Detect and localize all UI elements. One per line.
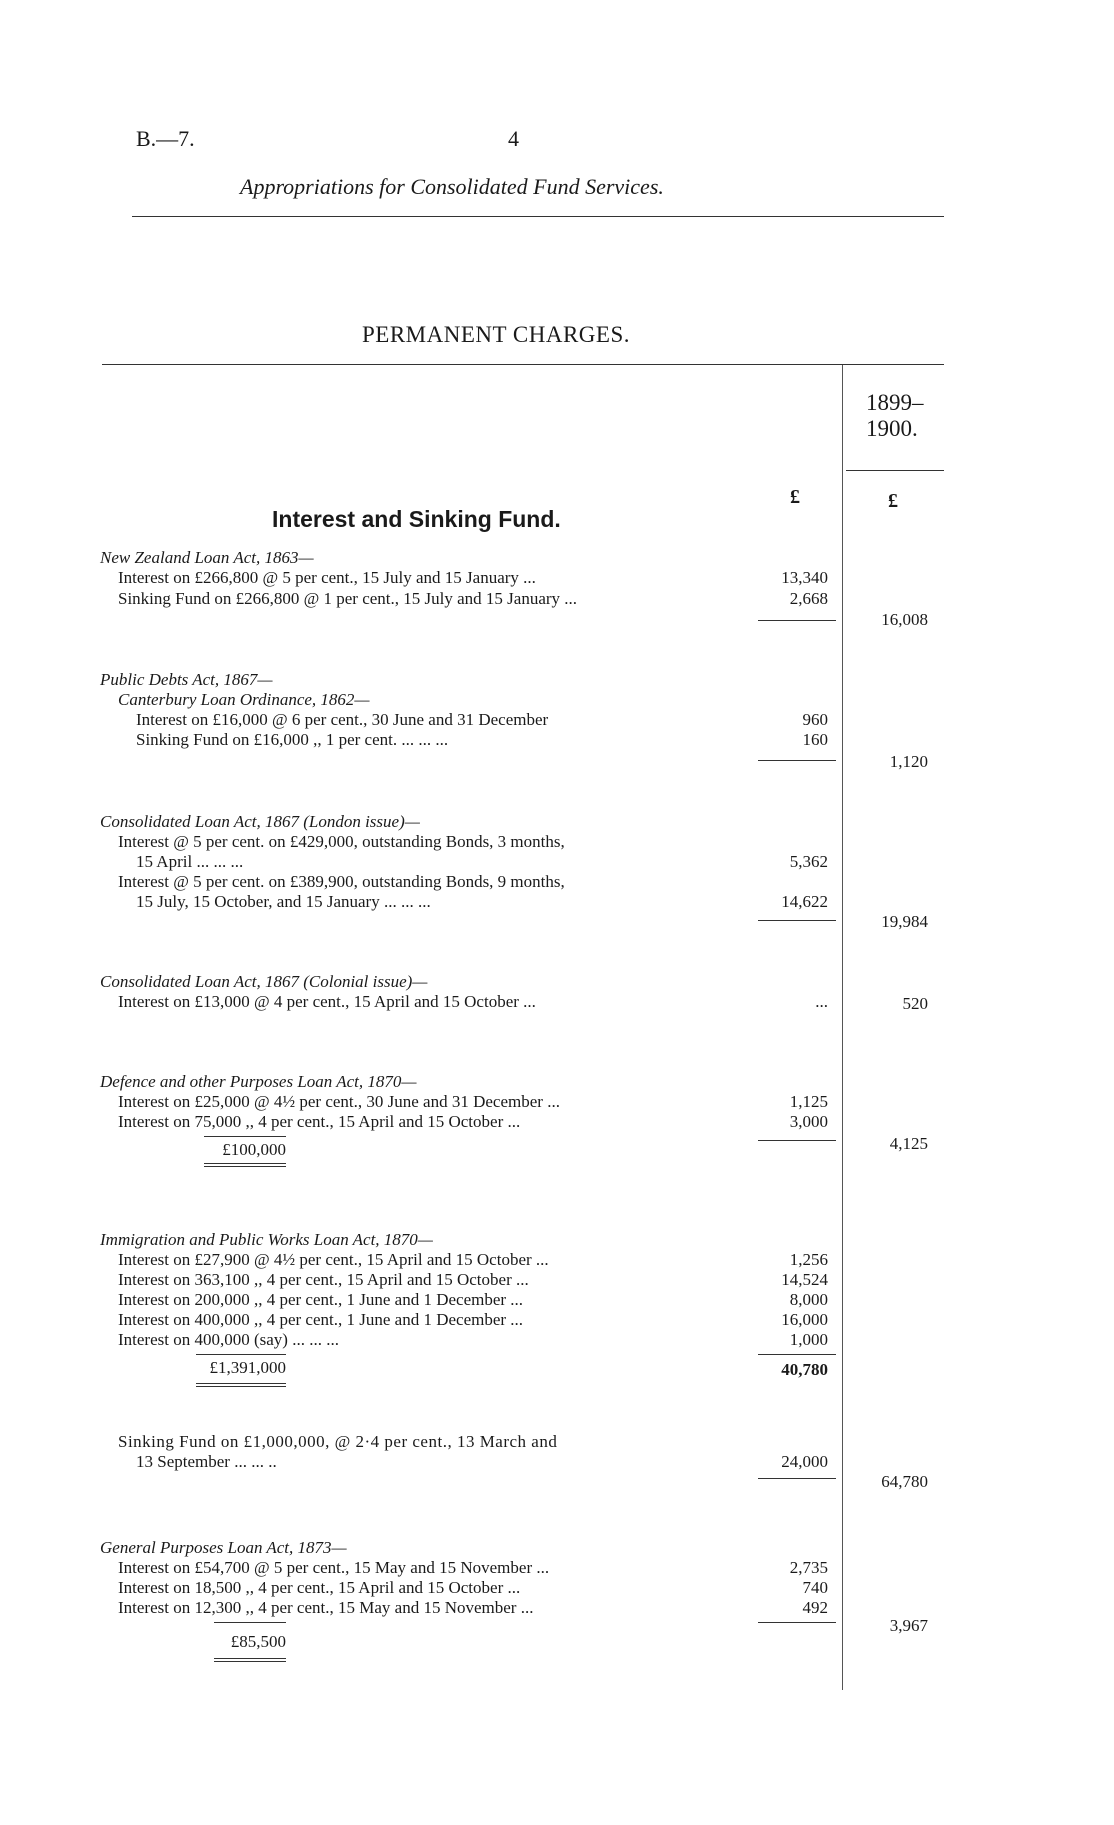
subtotal-rule: [758, 1622, 836, 1623]
line-item-text: Interest @ 5 per cent. on £389,900, outstanding Bonds, 9 months,: [118, 872, 565, 891]
subsection-title: Interest and Sinking Fund.: [272, 506, 561, 532]
line-item-amount: 492: [802, 1598, 828, 1617]
line-item-text: Interest on 12,300 ,, 4 per cent., 15 May and 15 November ...: [118, 1598, 534, 1617]
line-item-text: Interest on 400,000 (say) ... ... ...: [118, 1330, 339, 1349]
principal-total: £85,500: [230, 1632, 286, 1651]
group-total: 520: [902, 994, 928, 1013]
line-item-amount: 14,524: [781, 1270, 828, 1289]
currency-symbol-inner: £: [790, 486, 800, 508]
group-total: 3,967: [889, 1616, 928, 1635]
line-item-amount: 16,000: [781, 1310, 828, 1329]
subtotal-rule: [758, 920, 836, 921]
sinking-fund-text: Sinking Fund on £1,000,000, @ 2·4 per cent., 13 March and: [118, 1432, 558, 1451]
year-header-rule: [846, 470, 944, 471]
principal-total: £1,391,000: [209, 1358, 286, 1377]
subtotal-rule: [758, 1140, 836, 1141]
running-title: Appropriations for Consolidated Fund Services.: [240, 174, 664, 199]
line-item-amount: 740: [802, 1578, 828, 1597]
document-reference: B.—7.: [136, 126, 195, 151]
principal-rule: [214, 1622, 286, 1623]
subtotal-rule: [758, 1478, 836, 1479]
line-item-amount: 960: [802, 710, 828, 729]
line-item-text: 15 July, 15 October, and 15 January ... ... ...: [136, 892, 431, 911]
line-item-amount: 1,125: [789, 1092, 828, 1111]
header-rule: [132, 216, 944, 217]
sinking-fund-amount: 24,000: [781, 1452, 828, 1471]
line-item-amount: 14,622: [781, 892, 828, 911]
line-item-text: Sinking Fund on £16,000 ,, 1 per cent. ... ... ...: [136, 730, 449, 749]
principal-double-rule: [196, 1383, 286, 1387]
section-title: PERMANENT CHARGES.: [362, 322, 630, 347]
principal-double-rule: [204, 1163, 286, 1167]
line-item-text: Interest on £266,800 @ 5 per cent., 15 July and 15 January ...: [118, 568, 536, 587]
line-item-text: Interest on £13,000 @ 4 per cent., 15 April and 15 October ...: [118, 992, 536, 1011]
line-item-text: Sinking Fund on £266,800 @ 1 per cent., 15 July and 15 January ...: [118, 589, 578, 608]
line-item-text: Interest on 18,500 ,, 4 per cent., 15 April and 15 October ...: [118, 1578, 521, 1597]
line-item-text: Interest on 400,000 ,, 4 per cent., 1 June and 1 December ...: [118, 1310, 524, 1329]
year-column-header-line1: 1899–: [866, 390, 924, 415]
line-item-amount: ...: [815, 992, 828, 1011]
line-item-amount: 5,362: [789, 852, 828, 871]
column-divider: [842, 365, 843, 1690]
group-subtotal: 40,780: [781, 1360, 828, 1379]
group-subheading: Canterbury Loan Ordinance, 1862—: [118, 690, 370, 709]
group-total: 19,984: [881, 912, 928, 931]
line-item-text: 15 April ... ... ...: [136, 852, 244, 871]
group-total: 1,120: [889, 752, 928, 771]
line-item-amount: 1,000: [789, 1330, 828, 1349]
subtotal-rule: [758, 1354, 836, 1355]
sinking-fund-text: 13 September ... ... ..: [136, 1452, 277, 1471]
line-item-amount: 3,000: [789, 1112, 828, 1131]
group-heading: New Zealand Loan Act, 1863—: [100, 548, 314, 567]
section-rule: [102, 364, 944, 365]
group-heading: General Purposes Loan Act, 1873—: [100, 1538, 347, 1557]
line-item-text: Interest @ 5 per cent. on £429,000, outstanding Bonds, 3 months,: [118, 832, 565, 851]
group-total: 4,125: [889, 1134, 928, 1153]
line-item-text: Interest on 200,000 ,, 4 per cent., 1 June and 1 December ...: [118, 1290, 524, 1309]
line-item-amount: 1,256: [789, 1250, 828, 1269]
group-heading: Consolidated Loan Act, 1867 (London issue)—: [100, 812, 420, 831]
currency-symbol-outer: £: [888, 490, 898, 512]
principal-rule: [196, 1354, 286, 1355]
line-item-text: Interest on £54,700 @ 5 per cent., 15 May and 15 November ...: [118, 1558, 550, 1577]
line-item-amount: 13,340: [781, 568, 828, 587]
principal-double-rule: [214, 1658, 286, 1662]
line-item-text: Interest on £25,000 @ 4½ per cent., 30 June and 31 December ...: [118, 1092, 560, 1111]
group-heading: Consolidated Loan Act, 1867 (Colonial issue)—: [100, 972, 428, 991]
line-item-amount: 2,735: [789, 1558, 828, 1577]
line-item-text: Interest on 75,000 ,, 4 per cent., 15 April and 15 October ...: [118, 1112, 521, 1131]
line-item-text: Interest on £16,000 @ 6 per cent., 30 June and 31 December: [136, 710, 549, 729]
line-item-text: Interest on £27,900 @ 4½ per cent., 15 April and 15 October ...: [118, 1250, 549, 1269]
principal-rule: [204, 1136, 286, 1137]
subtotal-rule: [758, 760, 836, 761]
line-item-amount: 160: [802, 730, 828, 749]
group-heading: Public Debts Act, 1867—: [100, 670, 273, 689]
group-heading: Immigration and Public Works Loan Act, 1870—: [100, 1230, 433, 1249]
principal-total: £100,000: [222, 1140, 286, 1159]
line-item-text: Interest on 363,100 ,, 4 per cent., 15 April and 15 October ...: [118, 1270, 529, 1289]
line-item-amount: 2,668: [789, 589, 828, 608]
group-heading: Defence and other Purposes Loan Act, 1870—: [100, 1072, 417, 1091]
subtotal-rule: [758, 620, 836, 621]
year-column-header-line2: 1900.: [866, 416, 918, 441]
group-total: 64,780: [881, 1472, 928, 1491]
page-number: 4: [508, 126, 519, 151]
group-total: 16,008: [881, 610, 928, 629]
line-item-amount: 8,000: [789, 1290, 828, 1309]
